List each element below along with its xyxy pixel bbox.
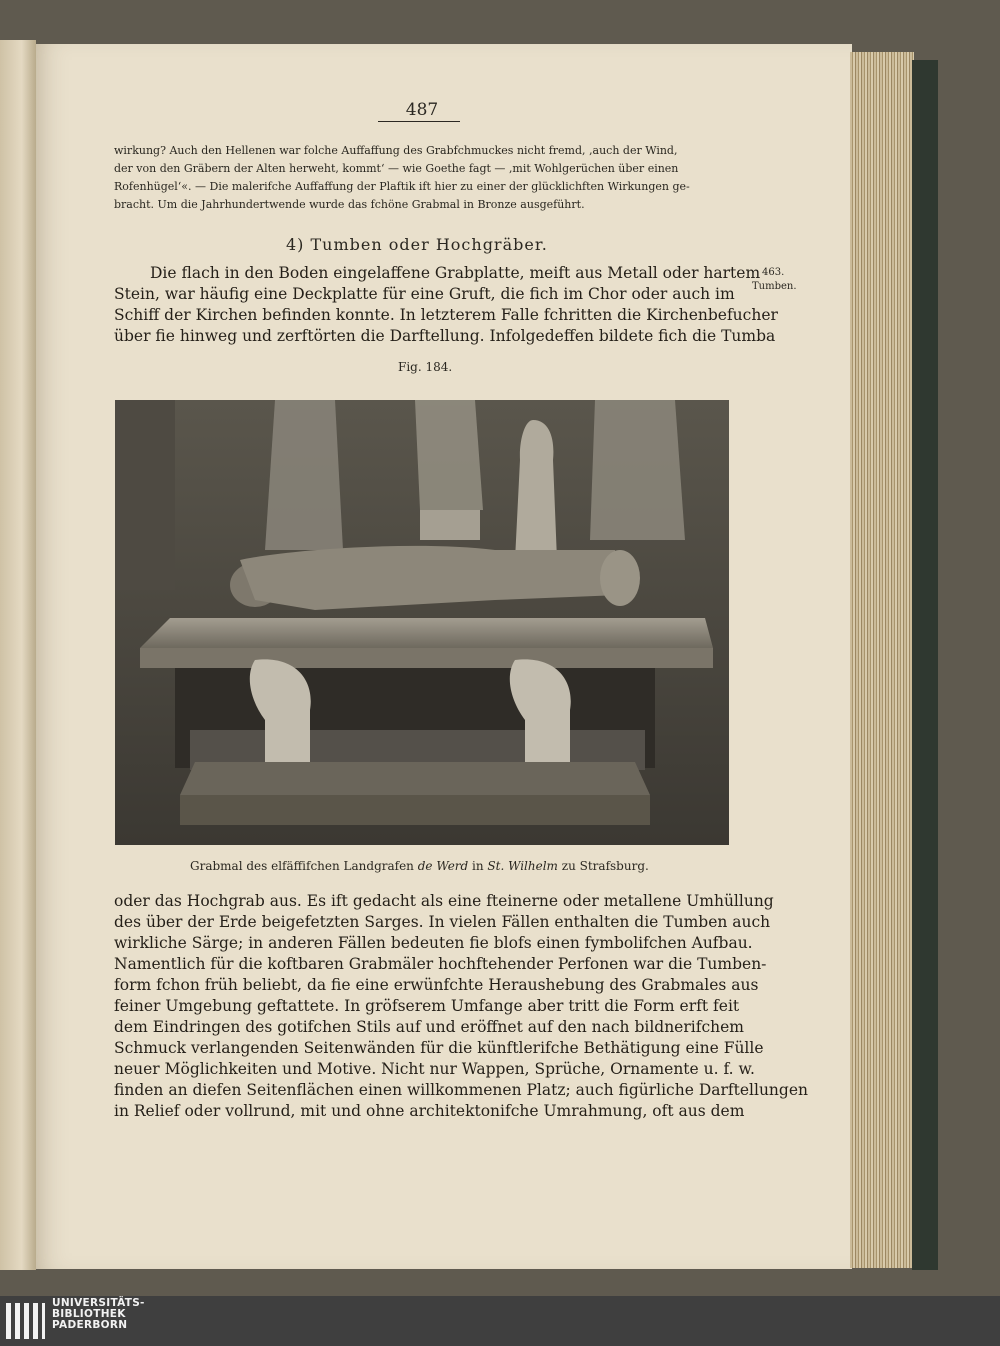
logo-line: BIBLIOTHEK — [52, 1308, 126, 1320]
figure-caption — [190, 859, 649, 873]
body-line: Schiff der Kirchen befinden konnte. In letzterem Falle fchritten die Kirchenbefucher — [114, 306, 778, 324]
body-line: des über der Erde beigefetzten Sarges. In vielen Fällen enthalten die Tumben auch — [114, 913, 771, 931]
body-line: in Relief oder vollrund, mit und ohne architektonifche Umrahmung, oft aus dem — [114, 1102, 745, 1120]
margin-note-number: 463. — [762, 267, 785, 278]
body-line: form fchon früh beliebt, da fie eine erwünfchte Heraushebung des Grabmales aus — [114, 976, 759, 994]
tomb-photograph — [115, 400, 729, 845]
caption-name: de Werd — [417, 859, 469, 873]
body-line: dem Eindringen des gotifchen Stils auf und eröffnet auf den nach bildnerifchem — [114, 1018, 744, 1036]
body-line: Die flach in den Boden eingelaffene Grabplatte, meift aus Metall oder hartem — [150, 264, 761, 282]
body-line: finden an diefen Seitenflächen einen willkommenen Platz; auch figürliche Darftellungen — [114, 1081, 808, 1099]
body-line: Namentlich für die koftbaren Grabmäler hochftehender Perfonen war die Tumben- — [114, 955, 767, 973]
body-line: Schmuck verlangenden Seitenwänden für die künftlerifche Bethätigung eine Fülle — [114, 1039, 764, 1057]
top-paragraph-line: Rofenhügel‘«. — Die malerifche Auffaffung der Plaftik ift hier zu einer der glücklichften Wirkungen ge- — [114, 180, 690, 193]
top-paragraph-line: wirkung? Auch den Hellenen war folche Auffaffung des Grabfchmuckes nicht fremd, ‚auch der Wind, — [114, 144, 678, 157]
tomb-illustration — [115, 400, 729, 845]
top-paragraph-line: bracht. Um die Jahrhundertwende wurde das fchöne Grabmal in Bronze ausgeführt. — [114, 198, 585, 211]
caption-text: in — [468, 859, 488, 873]
body-line: neuer Möglichkeiten und Motive. Nicht nur Wappen, Sprüche, Ornamente u. f. w. — [114, 1060, 755, 1078]
section-heading: 4) Tumben oder Hochgräber. — [286, 235, 548, 254]
library-footer — [0, 1296, 1000, 1346]
body-line: wirkliche Särge; in anderen Fällen bedeuten fie blofs einen fymbolifchen Aufbau. — [114, 934, 753, 952]
page-number-rule — [378, 121, 460, 122]
body-line: Stein, war häufig eine Deckplatte für eine Gruft, die fich im Chor oder auch im — [114, 285, 735, 303]
book-cover-edge — [912, 60, 938, 1270]
caption-text: Grabmal des elfäffifchen Landgrafen — [190, 859, 418, 873]
library-logo-text — [52, 1298, 145, 1331]
logo-line: UNIVERSITÄTS- — [52, 1297, 145, 1309]
left-page-edge — [0, 40, 36, 1270]
caption-place: St. Wilhelm — [487, 859, 558, 873]
body-line: feiner Umgebung geftattete. In gröfserem Umfange aber tritt die Form erft feit — [114, 997, 740, 1015]
logo-line: PADERBORN — [52, 1319, 128, 1331]
body-line: über fie hinweg und zerftörten die Darftellung. Infolgedeffen bildete fich die Tumba — [114, 327, 776, 345]
body-line: oder das Hochgrab aus. Es ift gedacht als eine fteinerne oder metallene Umhüllung — [114, 892, 774, 910]
caption-text: zu Strafsburg. — [557, 859, 649, 873]
top-paragraph-line: der von den Gräbern der Alten herweht, kommt‘ — wie Goethe fagt — ‚mit Wohlgerüchen über einen — [114, 162, 679, 175]
figure-label: Fig. 184. — [398, 360, 453, 374]
page-edges — [850, 52, 914, 1268]
library-logo-icon — [6, 1301, 46, 1341]
page-number: 487 — [405, 100, 439, 120]
margin-note-label: Tumben. — [752, 281, 797, 292]
